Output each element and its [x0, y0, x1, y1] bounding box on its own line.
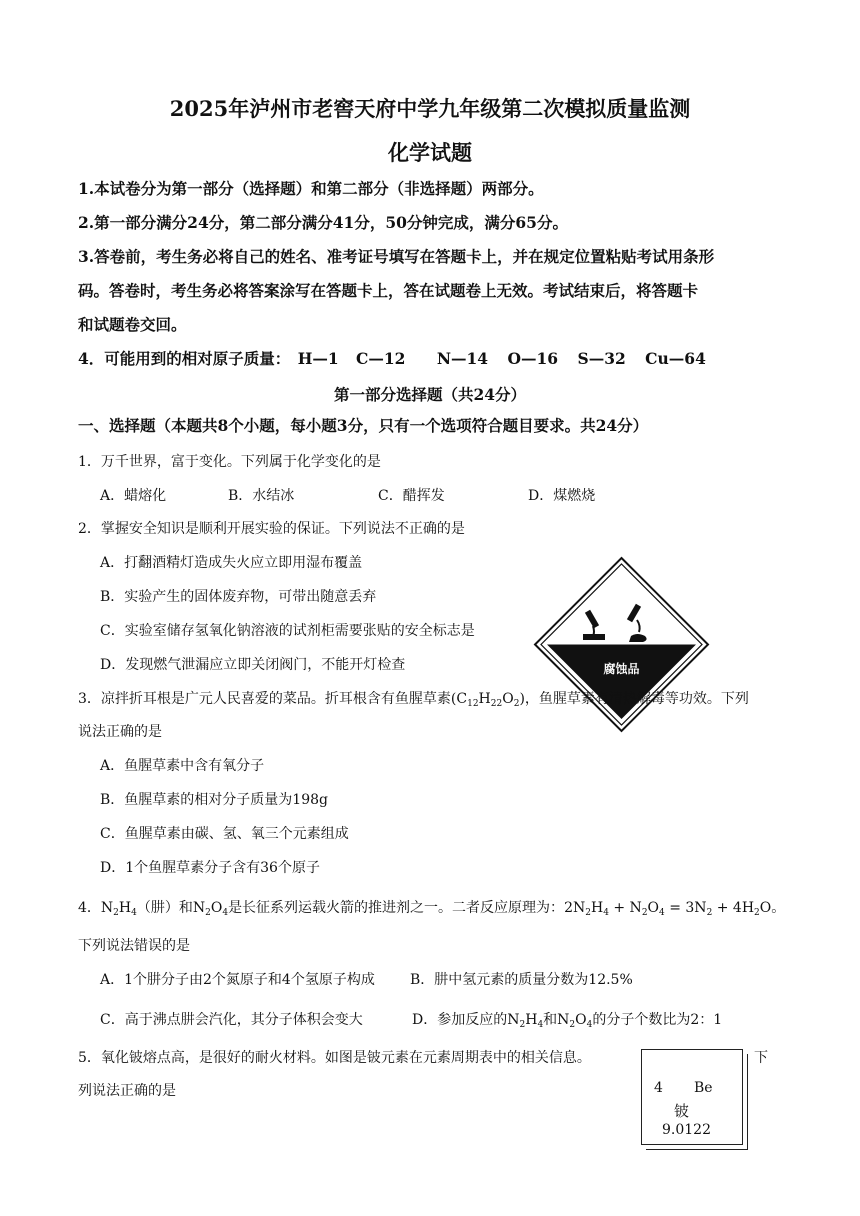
- formula-n2h4: $N_2H_4$: [100, 900, 137, 918]
- formula-n2h4-d: $N_2H_4$: [507, 1012, 544, 1030]
- formula-n2o4: $N_2O_4$: [192, 900, 229, 918]
- q5-stem: 5．氧化铍熔点高，是很好的耐火材料。如图是铍元素在元素周期表中的相关信息。: [78, 1050, 591, 1066]
- q3-option-c: C．鱼腥草素由碳、氢、氧三个元素组成: [100, 826, 349, 842]
- atomic-masses: [78, 349, 706, 369]
- element-name: 铍: [674, 1102, 690, 1120]
- q1-option-b: B．水结冰: [228, 488, 295, 504]
- formula-c: C: [456, 691, 468, 707]
- q3-option-d: D．1个鱼腥草素分子含有36个原子: [100, 860, 320, 876]
- atomic-mass-n: N—14: [436, 349, 489, 368]
- q4-option-d-part1: D．参加反应的: [412, 1012, 508, 1028]
- q4-option-c: C．高于沸点肼会汽化，其分子体积会变大: [100, 1012, 363, 1028]
- atomic-mass-h: H—1: [297, 349, 339, 368]
- q2-option-b: B．实验产生的固体废弃物，可带出随意丢弃: [100, 589, 377, 605]
- atomic-mass-o: O—16: [507, 349, 559, 368]
- q3-option-b: B．鱼腥草素的相对分子质量为198g: [100, 792, 328, 808]
- q4-stem: [78, 898, 785, 923]
- atomic-masses-label: 4．可能用到的相对原子质量：: [78, 349, 291, 368]
- q4-stem-part1: （肼）和: [136, 900, 193, 916]
- q4-option-a: A．1个肼分子由2个氮原子和4个氢原子构成: [100, 972, 375, 988]
- note-3-end: 和试题卷交回。: [78, 315, 187, 334]
- atomic-mass-cu: Cu—64: [645, 349, 706, 368]
- exam-title: 2025年泸州市老窖天府中学九年级第二次模拟质量监测: [169, 96, 691, 121]
- q2-stem: 2．掌握安全知识是顺利开展实验的保证。下列说法不正确的是: [78, 521, 465, 537]
- element-mass: 9.0122: [662, 1122, 711, 1138]
- q2-option-a: A．打翻酒精灯造成失火应立即用湿布覆盖: [100, 555, 363, 571]
- atomic-mass-c: C—12: [356, 349, 406, 368]
- element-card-beryllium: [641, 1049, 743, 1145]
- q4-option-d: [412, 1010, 722, 1035]
- element-number: 4: [654, 1080, 663, 1096]
- q3-stem: [78, 689, 749, 714]
- element-symbol: Be: [694, 1080, 713, 1096]
- reaction-equation: $2N_2H_4 + N_2O_4 = 3N_2 + 4H_2O$: [564, 900, 772, 918]
- q1-option-c: C．醋挥发: [378, 488, 445, 504]
- part-one-title: 第一部分选择题（共24分）: [333, 385, 527, 404]
- note-3: 3.答卷前，考生务必将自己的姓名、准考证号填写在答题卡上，并在规定位置粘贴考试用条形: [78, 247, 715, 266]
- corrosive-label: 腐蚀品: [603, 662, 640, 676]
- atomic-mass-s: S—32: [577, 349, 626, 368]
- exam-subtitle: 化学试题: [388, 140, 472, 165]
- q3-stem-part2: )，鱼腥草素有清热解毒等功效。下列: [519, 691, 749, 707]
- q1-stem: 1．万千世界，富于变化。下列属于化学变化的是: [78, 454, 381, 470]
- formula-h: H: [478, 691, 491, 707]
- q4-option-d-part2: 和: [543, 1012, 558, 1028]
- q2-option-d: D．发现燃气泄漏应立即关闭阀门，不能开灯检查: [100, 657, 406, 673]
- q4-number: 4．: [78, 900, 101, 916]
- q4-stem-part2: 是长征系列运载火箭的推进剂之一。二者反应原理为：: [228, 900, 565, 916]
- q1-option-d: D．煤燃烧: [528, 488, 596, 504]
- formula-c-count: 12: [467, 699, 479, 709]
- note-2: 2.第一部分满分24分，第二部分满分41分，50分钟完成，满分65分。: [78, 213, 568, 232]
- q3-stem-cont: 说法正确的是: [78, 724, 162, 740]
- q4-stem-cont: 下列说法错误的是: [78, 938, 190, 954]
- q1-option-a: A．蜡熔化: [100, 488, 167, 504]
- formula-o-count: 2: [513, 699, 520, 709]
- section-one-title: 一、选择题（本题共8个小题，每小题3分，只有一个选项符合题目要求。共24分）: [78, 416, 649, 435]
- q5-stem-tail: 下: [754, 1050, 768, 1066]
- formula-o: O: [502, 691, 514, 707]
- q5-stem-cont: 列说法正确的是: [78, 1083, 176, 1099]
- q4-equation-end: 。: [771, 900, 786, 916]
- formula-n2o4-d: $N_2O_4$: [557, 1012, 593, 1030]
- note-1: 1.本试卷分为第一部分（选择题）和第二部分（非选择题）两部分。: [78, 179, 544, 198]
- q3-formula: [456, 691, 519, 707]
- q4-option-d-part3: 的分子个数比为2：1: [592, 1012, 723, 1028]
- q2-option-c: C．实验室储存氢氧化钠溶液的试剂柜需要张贴的安全标志是: [100, 623, 475, 639]
- formula-h-count: 22: [490, 699, 503, 709]
- q4-option-b: B．肼中氢元素的质量分数为12.5%: [410, 972, 633, 988]
- q3-option-a: A．鱼腥草素中含有氧分子: [100, 758, 265, 774]
- note-3-cont: 码。答卷时，考生务必将答案涂写在答题卡上，答在试题卷上无效。考试结束后，将答题卡: [78, 281, 699, 300]
- q3-stem-part1: 3．凉拌折耳根是广元人民喜爱的菜品。折耳根含有鱼腥草素(: [78, 691, 457, 707]
